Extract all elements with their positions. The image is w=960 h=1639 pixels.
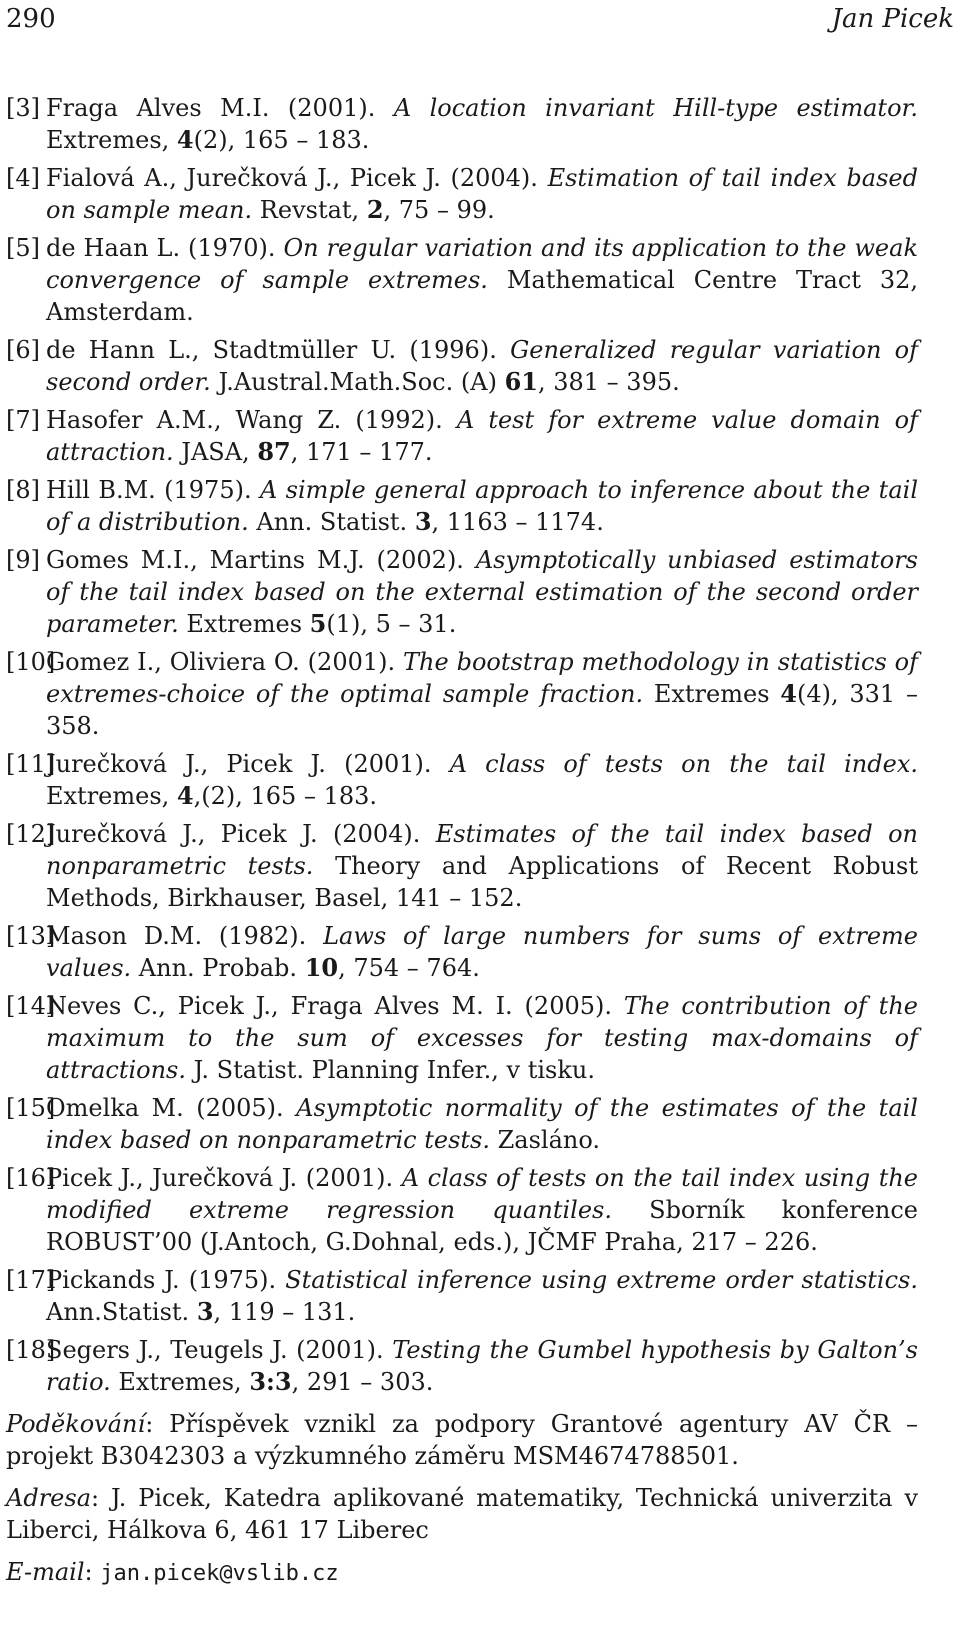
reference-title: Asymptotic normality of the estimates of the tail index based on nonparametric tests. bbox=[46, 1094, 918, 1154]
reference-title: Testing the Gumbel hypothesis by Galton’s ratio. bbox=[46, 1336, 918, 1396]
reference-item bbox=[6, 818, 918, 914]
reference-pages: , 291 – 303. bbox=[291, 1368, 434, 1396]
reference-pages: , 381 – 395. bbox=[537, 368, 680, 396]
reference-source: Ann. Probab. bbox=[138, 954, 298, 982]
reference-title: Estimation of tail index based on sample mean. bbox=[46, 164, 918, 224]
reference-number: [11] bbox=[6, 750, 56, 778]
reference-source: Extremes, bbox=[46, 782, 170, 810]
address-text: : J. Picek, Katedra aplikované matematiky, Technická univerzita v Liberci, Hálkova 6, 461 17 Liberec bbox=[6, 1484, 918, 1544]
reference-authors: Fialová A., Jurečková J., Picek J. (2004). bbox=[46, 164, 538, 192]
reference-item bbox=[6, 474, 918, 538]
reference-number: [17] bbox=[6, 1266, 56, 1294]
reference-volume: 10 bbox=[304, 953, 339, 982]
reference-source: Theory and Applications of Recent Robust Methods, Birkhauser, Basel, 141 – 152. bbox=[46, 852, 918, 912]
reference-pages: , 754 – 764. bbox=[338, 954, 480, 982]
reference-pages: (4), 331 – 358. bbox=[46, 680, 918, 740]
acknowledgement bbox=[6, 1408, 918, 1472]
reference-authors: Hill B.M. (1975). bbox=[46, 476, 252, 504]
reference-number: [7] bbox=[6, 406, 40, 434]
email-label: E-mail bbox=[6, 1558, 85, 1586]
address-label: Adresa bbox=[6, 1484, 91, 1512]
reference-source: Revstat, bbox=[259, 196, 360, 224]
email bbox=[6, 1556, 918, 1590]
reference-item bbox=[6, 544, 918, 640]
reference-title: Generalized regular variation of second order. bbox=[46, 336, 918, 396]
reference-pages: , 1163 – 1174. bbox=[431, 508, 604, 536]
reference-volume: 61 bbox=[504, 367, 538, 396]
reference-number: [10] bbox=[6, 648, 56, 676]
reference-source: Sborník konference ROBUST’00 (J.Antoch, G.Dohnal, eds.), JČMF Praha, 217 – 226. bbox=[46, 1196, 918, 1256]
reference-authors: Fraga Alves M.I. (2001). bbox=[46, 94, 376, 122]
reference-title: A class of tests on the tail index. bbox=[449, 750, 918, 778]
reference-pages: , 171 – 177. bbox=[290, 438, 433, 466]
reference-authors: Gomes M.I., Martins M.J. (2002). bbox=[46, 546, 464, 574]
reference-volume: 4 bbox=[176, 781, 194, 810]
reference-authors: de Haan L. (1970). bbox=[46, 234, 276, 262]
reference-title: On regular variation and its application to the weak convergence of sample extremes. bbox=[46, 234, 918, 294]
reference-title: The contribution of the maximum to the sum of excesses for testing max-domains of attractions. bbox=[46, 992, 918, 1084]
reference-source: Extremes, bbox=[46, 126, 170, 154]
reference-volume: 3:3 bbox=[249, 1367, 292, 1396]
acknowledgement-text: : Příspěvek vznikl za podpory Grantové agentury AV ČR – projekt B3042303 a výzkumného záměru MSM4674788501. bbox=[6, 1410, 918, 1470]
reference-title: The bootstrap methodology in statistics of extremes-choice of the optimal sample fraction. bbox=[46, 648, 918, 708]
reference-authors: de Hann L., Stadtmüller U. (1996). bbox=[46, 336, 497, 364]
reference-source: Mathematical Centre Tract 32, Amsterdam. bbox=[46, 266, 918, 326]
reference-source: JASA, bbox=[181, 438, 250, 466]
reference-authors: Mason D.M. (1982). bbox=[46, 922, 307, 950]
reference-volume: 4 bbox=[780, 679, 797, 708]
email-link[interactable]: jan.picek@vslib.cz bbox=[100, 1561, 339, 1586]
reference-source: Extremes bbox=[186, 610, 303, 638]
reference-source: Ann. Statist. bbox=[256, 508, 408, 536]
reference-source: Extremes bbox=[653, 680, 770, 708]
reference-title: A location invariant Hill-type estimator. bbox=[393, 94, 918, 122]
reference-pages: (1), 5 – 31. bbox=[326, 610, 457, 638]
acknowledgement-label: Poděkování bbox=[6, 1410, 146, 1438]
reference-source: Ann.Statist. bbox=[46, 1298, 190, 1326]
reference-authors: Pickands J. (1975). bbox=[46, 1266, 277, 1294]
reference-pages: (2), 165 – 183. bbox=[193, 126, 370, 154]
reference-title: Asymptotically unbiased estimators of the tail index based on the external estimation of the second order parameter. bbox=[46, 546, 918, 638]
reference-volume: 2 bbox=[366, 195, 384, 224]
reference-item bbox=[6, 920, 918, 984]
reference-authors: Jurečková J., Picek J. (2001). bbox=[46, 750, 432, 778]
reference-item bbox=[6, 646, 918, 742]
reference-authors: Jurečková J., Picek J. (2004). bbox=[46, 820, 421, 848]
reference-item bbox=[6, 162, 918, 226]
reference-volume: 5 bbox=[309, 609, 327, 638]
reference-list bbox=[6, 92, 918, 1404]
running-author: Jan Picek bbox=[831, 4, 954, 34]
reference-number: [18] bbox=[6, 1336, 56, 1364]
reference-item bbox=[6, 404, 918, 468]
reference-item bbox=[6, 232, 918, 328]
reference-number: [14] bbox=[6, 992, 56, 1020]
reference-volume: 4 bbox=[176, 125, 194, 154]
reference-volume: 87 bbox=[257, 437, 291, 466]
reference-pages: , 75 – 99. bbox=[383, 196, 495, 224]
reference-source: Extremes, bbox=[118, 1368, 242, 1396]
reference-title: Estimates of the tail index based on nonparametric tests. bbox=[46, 820, 919, 880]
reference-authors: Picek J., Jurečková J. (2001). bbox=[46, 1164, 394, 1192]
reference-title: Laws of large numbers for sums of extreme values. bbox=[46, 922, 918, 982]
reference-authors: Gomez I., Oliviera O. (2001). bbox=[46, 648, 396, 676]
reference-number: [8] bbox=[6, 476, 40, 504]
reference-number: [3] bbox=[6, 94, 40, 122]
reference-source: J. Statist. Planning Infer., v tisku. bbox=[193, 1056, 595, 1084]
reference-item bbox=[6, 1264, 918, 1328]
email-separator: : bbox=[84, 1558, 101, 1586]
reference-authors: Omelka M. (2005). bbox=[46, 1094, 284, 1122]
address bbox=[6, 1482, 918, 1546]
reference-volume: 3 bbox=[414, 507, 432, 536]
reference-number: [16] bbox=[6, 1164, 56, 1192]
reference-source: J.Austral.Math.Soc. (A) bbox=[218, 368, 497, 396]
page-header bbox=[6, 4, 954, 44]
footnotes bbox=[6, 1408, 918, 1600]
reference-number: [12] bbox=[6, 820, 56, 848]
reference-number: [5] bbox=[6, 234, 40, 262]
reference-title: A class of tests on the tail index using the modified extreme regression quantiles. bbox=[46, 1164, 918, 1224]
reference-number: [9] bbox=[6, 546, 40, 574]
reference-number: [6] bbox=[6, 336, 40, 364]
reference-item bbox=[6, 1092, 918, 1156]
reference-item bbox=[6, 334, 918, 398]
reference-volume: 3 bbox=[196, 1297, 214, 1326]
reference-item bbox=[6, 1334, 918, 1398]
reference-number: [4] bbox=[6, 164, 40, 192]
reference-authors: Hasofer A.M., Wang Z. (1992). bbox=[46, 406, 443, 434]
reference-item bbox=[6, 748, 918, 812]
reference-item bbox=[6, 990, 918, 1086]
page-number: 290 bbox=[6, 4, 56, 34]
reference-title: Statistical inference using extreme order statistics. bbox=[285, 1266, 918, 1294]
reference-title: A test for extreme value domain of attraction. bbox=[46, 406, 918, 466]
reference-authors: Neves C., Picek J., Fraga Alves M. I. (2005). bbox=[46, 992, 612, 1020]
reference-authors: Segers J., Teugels J. (2001). bbox=[46, 1336, 384, 1364]
reference-pages: , 119 – 131. bbox=[213, 1298, 356, 1326]
reference-title: A simple general approach to inference about the tail of a distribution. bbox=[46, 476, 918, 536]
reference-item bbox=[6, 92, 918, 156]
reference-number: [13] bbox=[6, 922, 56, 950]
reference-pages: ,(2), 165 – 183. bbox=[193, 782, 378, 810]
reference-source: Zasláno. bbox=[497, 1126, 601, 1154]
reference-number: [15] bbox=[6, 1094, 56, 1122]
reference-item bbox=[6, 1162, 918, 1258]
